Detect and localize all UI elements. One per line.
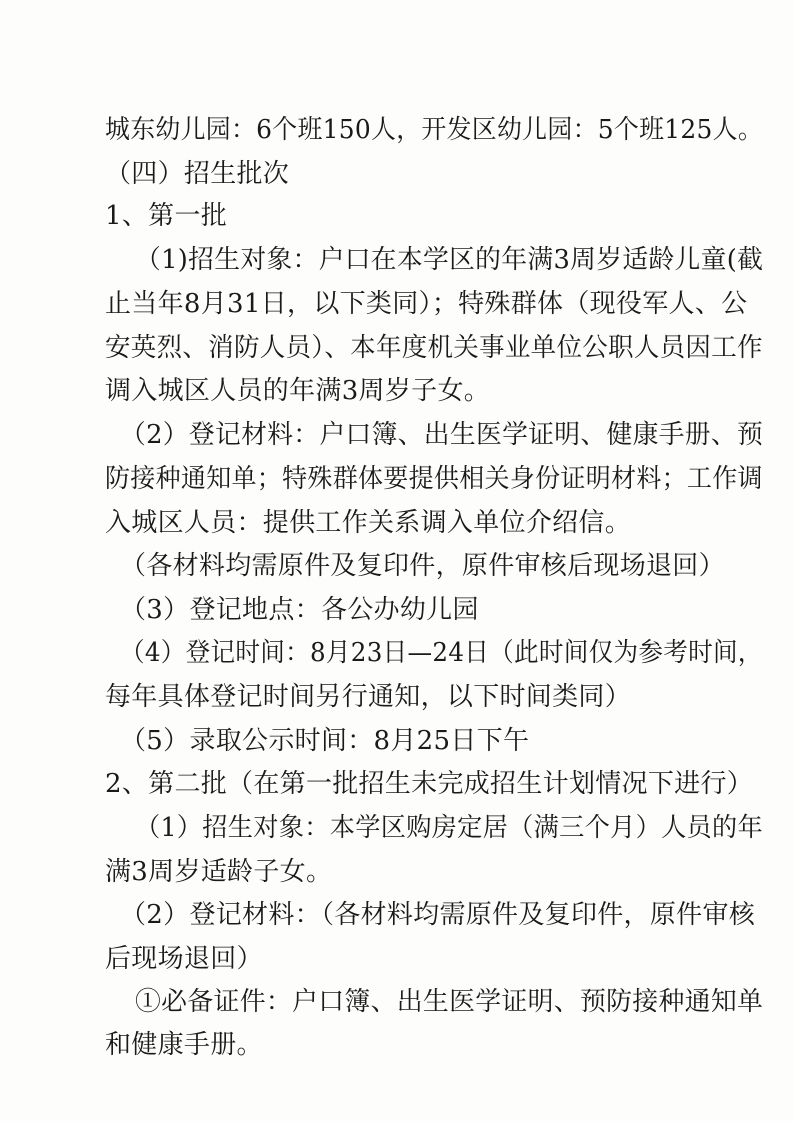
text-line: （2）登记材料：（各材料均需原件及复印件，原件审核 <box>120 900 756 930</box>
text-line: 后现场退回） <box>105 944 263 974</box>
text-line: 调入城区人员的年满3周岁子女。 <box>105 376 491 406</box>
text-line: 满3周岁适龄子女。 <box>105 857 333 887</box>
subsection-heading: 1、第一批 <box>105 201 228 231</box>
text-line: 和健康手册。 <box>105 1030 263 1060</box>
text-line: （3）登记地点：各公办幼儿园 <box>120 595 479 625</box>
text-line: （4）登记时间：8月23日—24日（此时间仅为参考时间， <box>120 638 763 668</box>
text-line: （各材料均需原件及复印件，原件审核后现场退回） <box>120 551 725 581</box>
text-line: （2）登记材料：户口簿、出生医学证明、健康手册、预 <box>120 420 764 450</box>
text-line: 防接种通知单；特殊群体要提供相关身份证明材料；工作调 <box>105 464 763 494</box>
subsection-heading: 2、第二批（在第一批招生未完成招生计划情况下进行） <box>105 769 754 799</box>
text-line: 每年具体登记时间另行通知，以下时间类同） <box>105 682 632 712</box>
text-line: （1）招生对象：本学区购房定居（满三个月）人员的年 <box>135 813 764 843</box>
text-line: 止当年8月31日，以下类同）；特殊群体（现役军人、公 <box>105 289 748 319</box>
text-line: （5）录取公示时间：8月25日下午 <box>120 726 530 756</box>
text-line: ①必备证件：户口簿、出生医学证明、预防接种通知单 <box>135 987 764 1017</box>
text-line: 城东幼儿园：6个班150人，开发区幼儿园：5个班125人。 <box>105 115 764 145</box>
text-line: （1)招生对象：户口在本学区的年满3周岁适龄儿童(截 <box>135 245 764 275</box>
section-heading: （四）招生批次 <box>105 159 290 189</box>
text-line: 安英烈、消防人员）、本年度机关事业单位公职人员因工作 <box>105 333 763 363</box>
text-line: 入城区人员：提供工作关系调入单位介绍信。 <box>105 508 632 538</box>
